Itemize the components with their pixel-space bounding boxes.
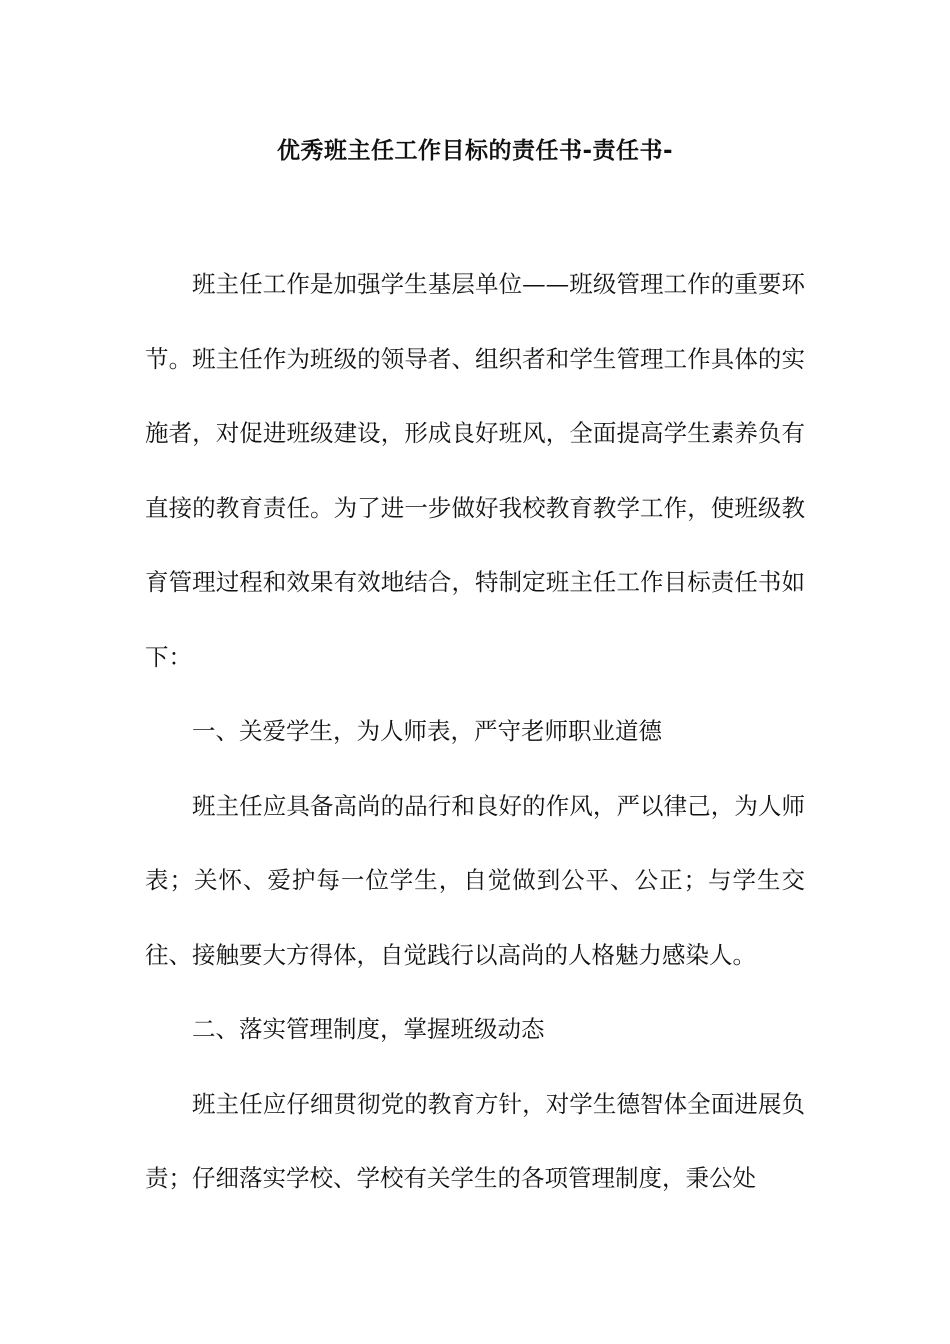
section-heading-1: 一、关爱学生，为人师表，严守老师职业道德	[192, 717, 662, 745]
paragraph-intro: 班主任工作是加强学生基层单位——班级管理工作的重要环节。班主任作为班级的领导者、组织者和学生管理工作具体的实施者，对促进班级建设，形成良好班风，全面提高学生素养负有直接的教育责任。为了进一步做好我校教育教学工作，使班级教育管理过程和效果有效地结合，特制定班主任工作目标责任书如下：	[145, 270, 805, 671]
paragraph-section-1: 班主任应具备高尚的品行和良好的作风，严以律己，为人师表；关怀、爱护每一位学生，自觉做到公平、公正；与学生交往、接触要大方得体，自觉践行以高尚的人格魅力感染人。	[145, 791, 805, 969]
document-body	[145, 247, 805, 1216]
paragraph-section-2: 班主任应仔细贯彻党的教育方针，对学生德智体全面进展负责；仔细落实学校、学校有关学生的各项管理制度，秉公处	[145, 1089, 805, 1192]
section-heading-2: 二、落实管理制度，掌握班级动态	[192, 1015, 545, 1043]
document-title: 优秀班主任工作目标的责任书-责任书-	[276, 138, 674, 164]
